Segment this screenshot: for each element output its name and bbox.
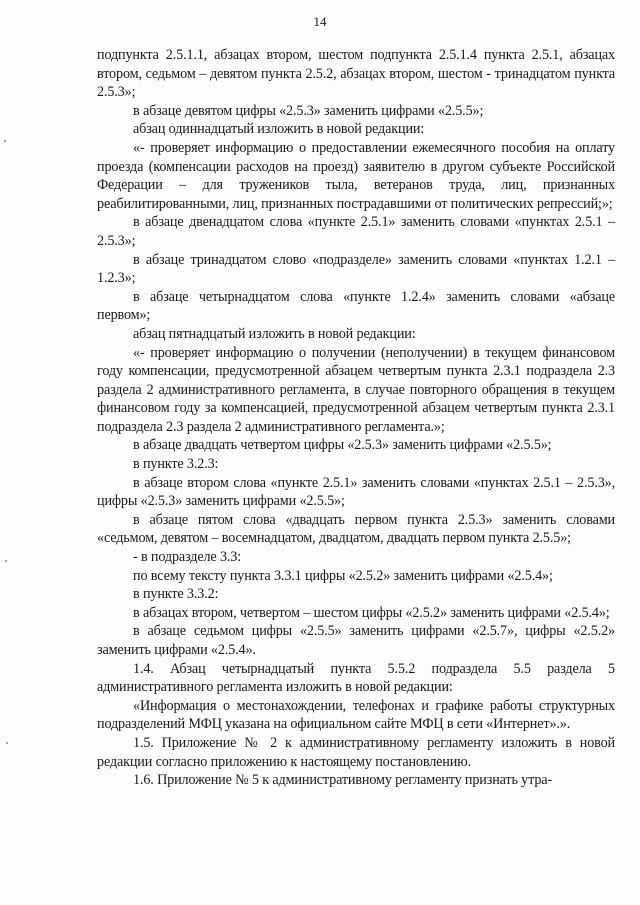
paragraph: «- проверяет информацию о получении (неполучении) в текущем финансовом году компенсации, предусмотренной абзацем четвертым пункта 2.3.1 подраздела 2.3 раздела 2 административного регламента, в случае повторного обращения в текущем финансовом году за компенсацией, предусмотренной абзацем четвертым пункта 2.3.1 подраздела 2.3 раздела 2 административного регламента.»;: [97, 344, 615, 435]
paragraph: в пункте 3.2.3:: [133, 456, 219, 473]
paragraph: в абзаце двенадцатом слова «пункте 2.5.1» заменить словами «пунктах 2.5.1 – 2.5.3»;: [97, 214, 615, 249]
paragraph: в абзаце двадцать четвертом цифры «2.5.3» заменить цифрами «2.5.5»;: [133, 437, 552, 454]
paragraph: в абзаце пятом слова «двадцать первом пункта 2.5.3» заменить словами «седьмом, девятом – восемнадцатом, двадцатом, двадцать первом пункта 2.5.5»;: [97, 511, 615, 547]
paragraph: в абзацах втором, четвертом – шестом цифры «2.5.2» заменить цифрами «2.5.4»;: [133, 604, 610, 621]
page-number: 14: [313, 14, 327, 29]
paragraph: «- проверяет информацию о предоставлении ежемесячного пособия на оплату проезда (компенсации расходов на проезд) заявителю в другом субъекте Российской Федерации – для тружеников тыла, ветеранов труда, лиц, признанных реабилитированными, лиц, признанных пострадавшими от политических репрессий;»;: [97, 139, 615, 212]
scan-artifact: [6, 742, 8, 744]
paragraph: в пункте 3.3.2:: [133, 586, 219, 603]
paragraph: в абзаце втором слова «пункте 2.5.1» заменить словами «пунктах 2.5.1 – 2.5.3», цифры «2.5.3» заменить цифрами «2.5.5»;: [97, 474, 615, 510]
paragraph: в абзаце тринадцатом слово «подразделе» заменить словами «пунктах 1.2.1 – 1.2.3»;: [97, 251, 615, 287]
paragraph: 1.6. Приложение № 5 к административному регламенту признать утра-: [133, 772, 553, 789]
paragraph: абзац одиннадцатый изложить в новой редакции:: [133, 121, 425, 138]
paragraph: по всему тексту пункта 3.3.1 цифры «2.5.2» заменить цифрами «2.5.4»;: [133, 567, 553, 584]
paragraph: 1.4. Абзац четырнадцатый пункта 5.5.2 подраздела 5.5 раздела 5 административного регламента изложить в новой редакции:: [97, 660, 615, 696]
paragraph: в абзаце девятом цифры «2.5.3» заменить цифрами «2.5.5»;: [133, 102, 484, 119]
paragraph: - в подразделе 3.3:: [133, 549, 242, 566]
paragraph: абзац пятнадцатый изложить в новой редакции:: [133, 325, 416, 342]
paragraph: «Информация о местонахождении, телефонах и графике работы структурных подразделений МФЦ указана на официальном сайте МФЦ в сети «Интернет».».: [97, 697, 615, 733]
scan-artifact: [5, 560, 7, 562]
paragraph: в абзаце четырнадцатом слова «пункте 1.2.4» заменить словами «абзаце первом»;: [97, 288, 615, 324]
paragraph: 1.5. Приложение № 2 к административному регламенту изложить в новой редакции согласно приложению к настоящему постановлению.: [97, 734, 615, 770]
paragraph: подпункта 2.5.1.1, абзацах втором, шестом подпункта 2.5.1.4 пункта 2.5.1, абзацах втором, седьмом – девятом пункта 2.5.2, абзацах втором, шестом - тринадцатом пункта 2.5.3»;: [97, 47, 615, 101]
paragraph: в абзаце седьмом цифры «2.5.5» заменить цифрами «2.5.7», цифры «2.5.2» заменить цифрами «2.5.4».: [97, 623, 615, 658]
scan-artifact: [4, 140, 6, 142]
document-body: [97, 46, 615, 790]
